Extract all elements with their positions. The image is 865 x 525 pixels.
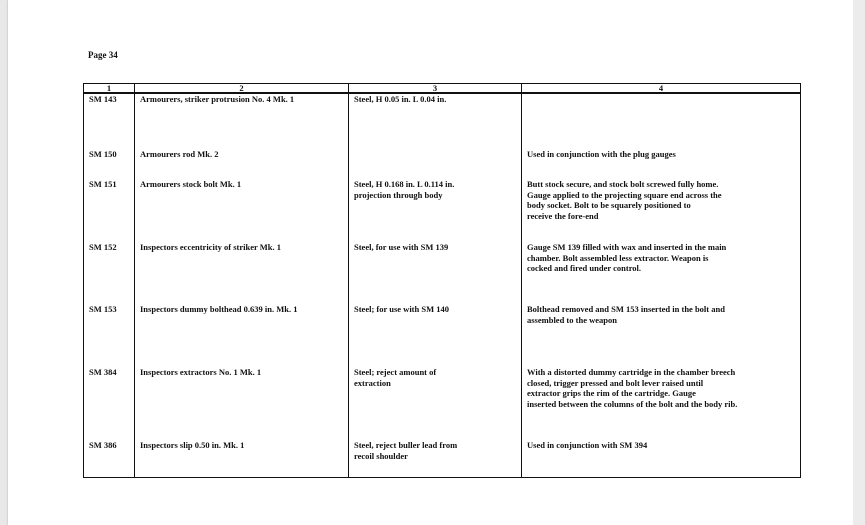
gauge-name: Inspectors slip 0.50 in. Mk. 1 (135, 440, 349, 477)
gauge-material (349, 149, 522, 179)
gauge-name: Inspectors extractors No. 1 Mk. 1 (135, 367, 349, 440)
gauge-notes: Gauge SM 139 filled with wax and inserted in the main chamber. Bolt assembled less extractor. Weapon is cocked and fired under control. (522, 242, 801, 304)
column-header-2: 2 (135, 84, 349, 94)
gauge-code: SM 143 (84, 93, 135, 149)
table-row (84, 440, 801, 477)
gauge-material: Steel, H 0.05 in. L 0.04 in. (349, 93, 522, 149)
column-header-4: 4 (522, 84, 801, 94)
gauge-table (83, 83, 801, 478)
gauge-code: SM 153 (84, 304, 135, 367)
column-header-3: 3 (349, 84, 522, 94)
gauge-material: Steel; for use with SM 140 (349, 304, 522, 367)
gauge-name: Armourers rod Mk. 2 (135, 149, 349, 179)
table-header-row (84, 84, 801, 94)
gauge-notes: Used in conjunction with SM 394 (522, 440, 801, 477)
page-number: Page 34 (88, 50, 118, 60)
gauge-code: SM 384 (84, 367, 135, 440)
gauge-notes: With a distorted dummy cartridge in the chamber breech closed, trigger pressed and bolt lever raised until extractor grips the rim of the cartridge. Gauge inserted between the columns of the bolt and the body rib. (522, 367, 801, 440)
table-row (84, 179, 801, 242)
gauge-notes (522, 93, 801, 149)
gauge-notes: Bolthead removed and SM 153 inserted in the bolt and assembled to the weapon (522, 304, 801, 367)
document-page (8, 0, 853, 525)
gauge-code: SM 150 (84, 149, 135, 179)
gauge-material: Steel, reject buller lead from recoil shoulder (349, 440, 522, 477)
gauge-material: Steel, for use with SM 139 (349, 242, 522, 304)
gauge-code: SM 151 (84, 179, 135, 242)
table-row (84, 304, 801, 367)
viewer-scrollbar[interactable] (853, 0, 865, 525)
gauge-name: Armourers, striker protrusion No. 4 Mk. 1 (135, 93, 349, 149)
table-row (84, 367, 801, 440)
table-row (84, 149, 801, 179)
table-row (84, 93, 801, 149)
gauge-material: Steel; reject amount of extraction (349, 367, 522, 440)
gauge-notes: Used in conjunction with the plug gauges (522, 149, 801, 179)
table-row (84, 242, 801, 304)
gauge-code: SM 152 (84, 242, 135, 304)
gauge-code: SM 386 (84, 440, 135, 477)
column-header-1: 1 (84, 84, 135, 94)
gauge-name: Inspectors eccentricity of striker Mk. 1 (135, 242, 349, 304)
gauge-name: Armourers stock bolt Mk. 1 (135, 179, 349, 242)
gauge-notes: Butt stock secure, and stock bolt screwed fully home. Gauge applied to the projecting square end across the body socket. Bolt to be squarely positioned to receive the fore-end (522, 179, 801, 242)
gauge-material: Steel, H 0.168 in. L 0.114 in. projection through body (349, 179, 522, 242)
gauge-name: Inspectors dummy bolthead 0.639 in. Mk. 1 (135, 304, 349, 367)
